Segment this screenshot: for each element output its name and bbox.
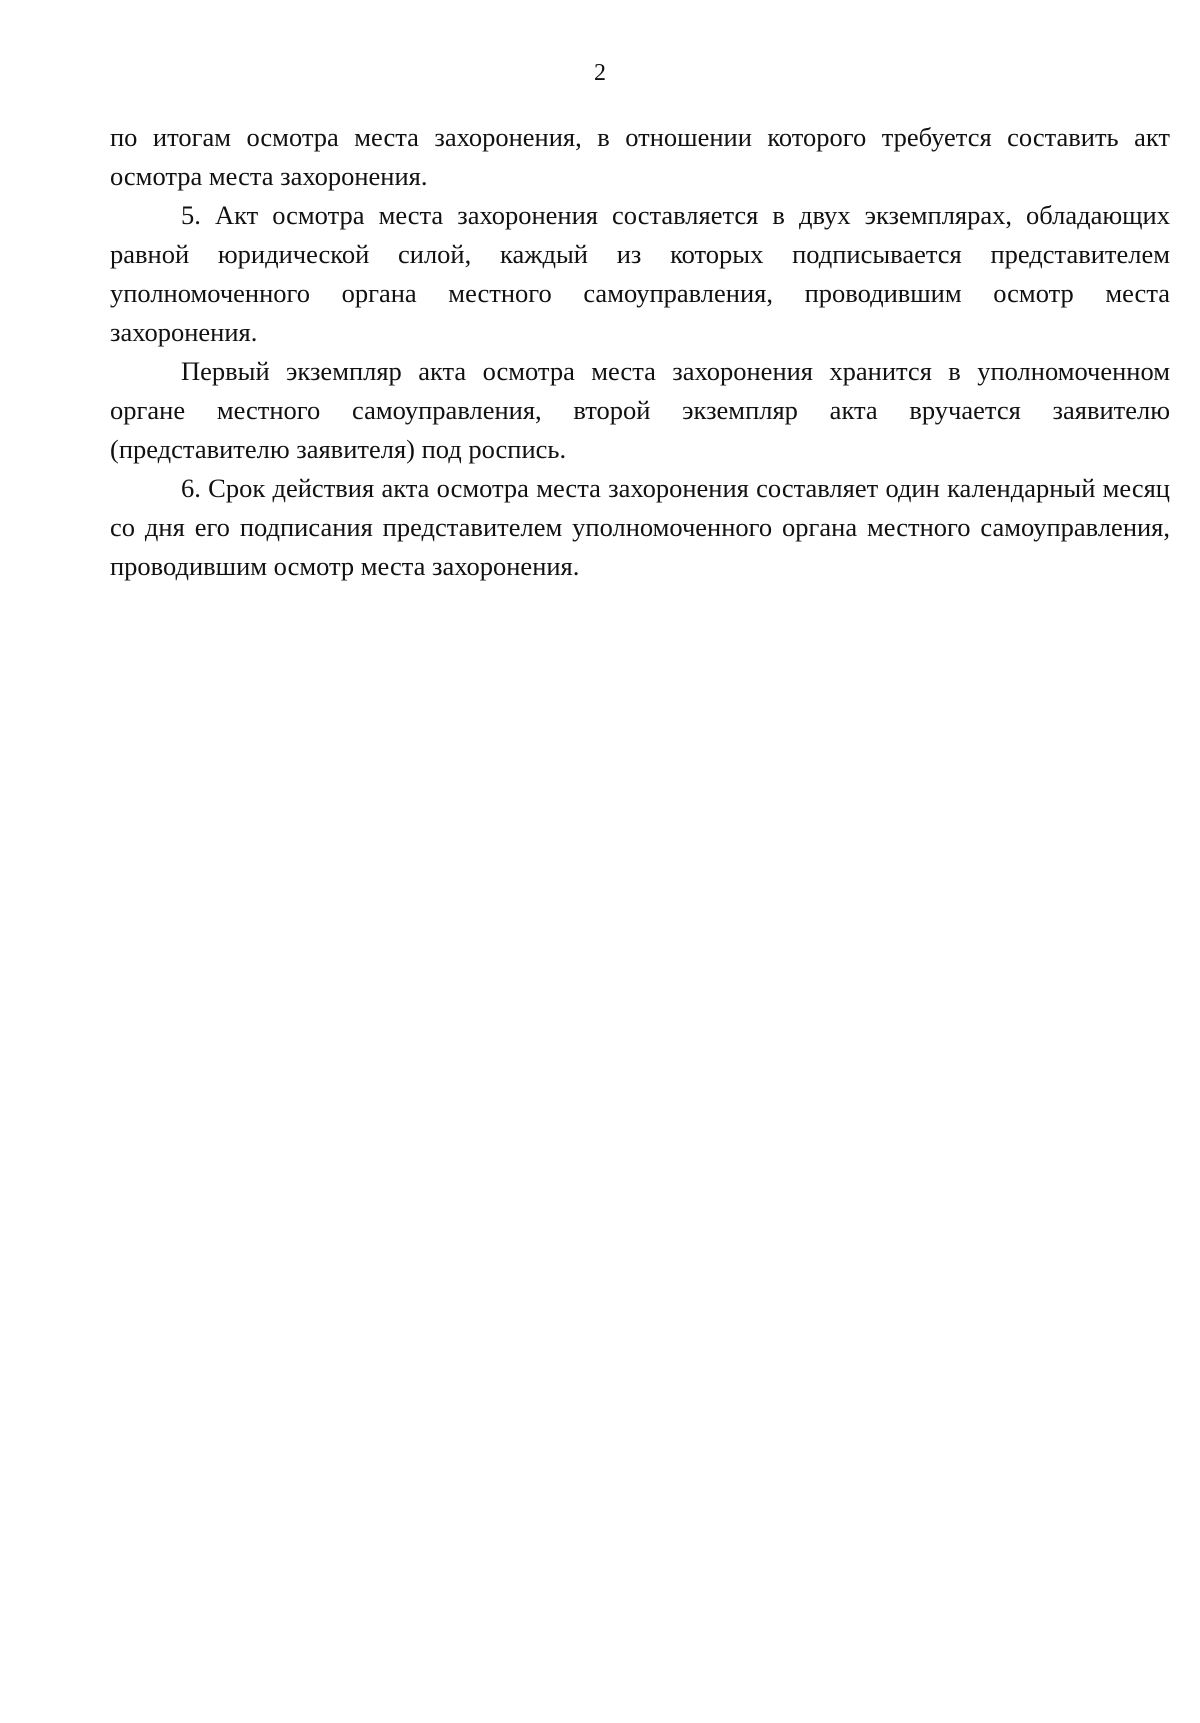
document-body (110, 118, 1170, 586)
page-number: 2 (594, 60, 606, 86)
paragraph-continuation: по итогам осмотра места захоронения, в отношении которого требуется составить акт осмотра места захоронения. (110, 122, 1170, 191)
paragraph-first-copy: Первый экземпляр акта осмотра места захоронения хранится в уполномоченном органе местного самоуправления, второй экземпляр акта вручается заявителю (представителю заявителя) под роспись. (110, 356, 1170, 464)
paragraph-item-5: 5. Акт осмотра места захоронения составляется в двух экземплярах, обладающих равной юридической силой, каждый из которых подписывается представителем уполномоченного органа местного самоуправления, проводившим осмотр места захоронения. (110, 200, 1170, 347)
paragraph-item-6: 6. Срок действия акта осмотра места захоронения составляет один календарный месяц со дня его подписания представителем уполномоченного органа местного самоуправления, проводившим осмотр места захоронения. (110, 473, 1170, 581)
